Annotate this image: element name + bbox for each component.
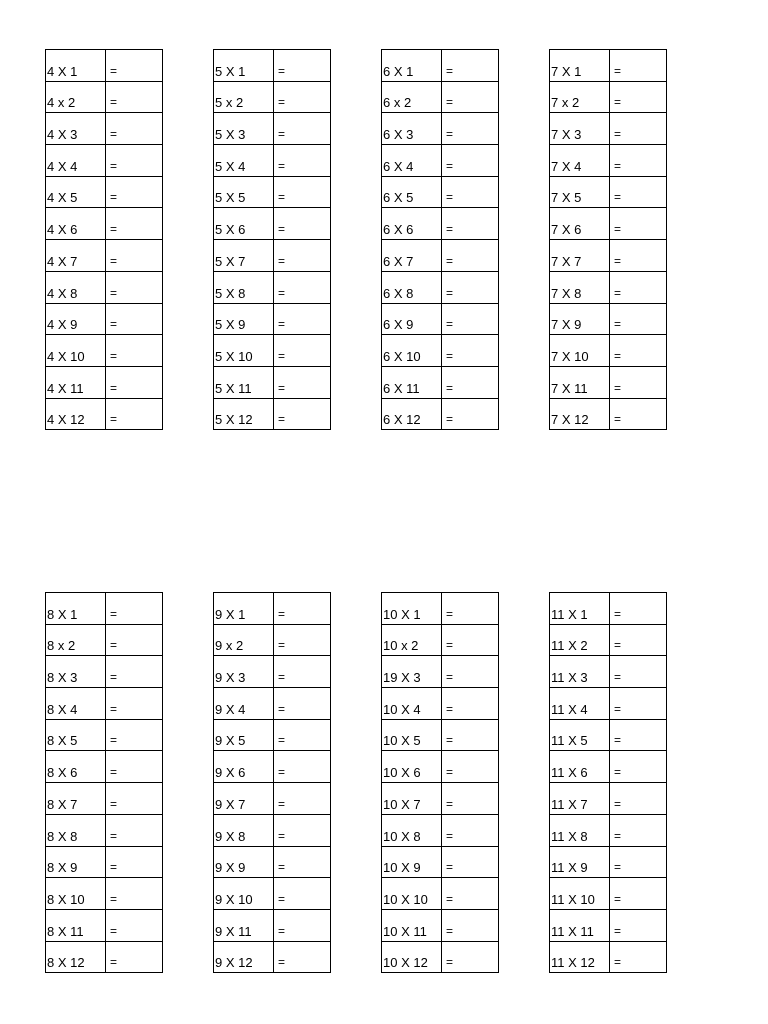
problem-cell: 10 X 12 bbox=[382, 941, 442, 973]
answer-cell[interactable]: = bbox=[274, 50, 331, 82]
answer-cell[interactable]: = bbox=[442, 145, 499, 177]
problem-cell: 10 x 2 bbox=[382, 624, 442, 656]
problem-cell: 6 X 5 bbox=[382, 176, 442, 208]
table-row bbox=[214, 941, 331, 973]
answer-cell[interactable]: = bbox=[610, 145, 667, 177]
problem-cell: 8 X 4 bbox=[46, 688, 106, 720]
problem-cell: 9 X 9 bbox=[214, 846, 274, 878]
answer-cell[interactable]: = bbox=[442, 208, 499, 240]
problem-cell: 5 X 12 bbox=[214, 398, 274, 430]
table-row bbox=[550, 783, 667, 815]
table-row bbox=[550, 303, 667, 335]
problem-cell: 11 X 12 bbox=[550, 941, 610, 973]
table-row bbox=[46, 846, 163, 878]
problem-cell: 7 X 8 bbox=[550, 271, 610, 303]
answer-cell[interactable]: = bbox=[106, 145, 163, 177]
answer-cell[interactable]: = bbox=[442, 783, 499, 815]
problem-cell: 4 X 3 bbox=[46, 113, 106, 145]
answer-cell[interactable]: = bbox=[274, 366, 331, 398]
answer-cell[interactable]: = bbox=[442, 240, 499, 272]
table-row bbox=[214, 719, 331, 751]
times-table-8 bbox=[45, 592, 163, 973]
table-row bbox=[550, 624, 667, 656]
table-row bbox=[214, 751, 331, 783]
problem-cell: 6 X 11 bbox=[382, 366, 442, 398]
answer-cell[interactable]: = bbox=[274, 846, 331, 878]
problem-cell: 8 X 6 bbox=[46, 751, 106, 783]
answer-cell[interactable]: = bbox=[106, 656, 163, 688]
table-row bbox=[46, 814, 163, 846]
problem-cell: 9 X 12 bbox=[214, 941, 274, 973]
problem-cell: 6 X 8 bbox=[382, 271, 442, 303]
problem-cell: 11 X 11 bbox=[550, 909, 610, 941]
table-row bbox=[382, 240, 499, 272]
answer-cell[interactable]: = bbox=[106, 335, 163, 367]
answer-cell[interactable]: = bbox=[106, 751, 163, 783]
table-row bbox=[214, 176, 331, 208]
answer-cell[interactable]: = bbox=[106, 909, 163, 941]
problem-cell: 4 X 4 bbox=[46, 145, 106, 177]
answer-cell[interactable]: = bbox=[106, 624, 163, 656]
answer-cell[interactable]: = bbox=[274, 303, 331, 335]
table-row bbox=[550, 688, 667, 720]
problem-cell: 11 X 8 bbox=[550, 814, 610, 846]
table-row bbox=[382, 81, 499, 113]
problem-cell: 5 X 1 bbox=[214, 50, 274, 82]
problem-cell: 6 X 9 bbox=[382, 303, 442, 335]
answer-cell[interactable]: = bbox=[106, 303, 163, 335]
answer-cell[interactable]: = bbox=[274, 176, 331, 208]
answer-cell[interactable]: = bbox=[274, 240, 331, 272]
problem-cell: 10 X 8 bbox=[382, 814, 442, 846]
problem-cell: 5 X 10 bbox=[214, 335, 274, 367]
answer-cell[interactable]: = bbox=[106, 81, 163, 113]
answer-cell[interactable]: = bbox=[610, 398, 667, 430]
table-row bbox=[550, 50, 667, 82]
table-row bbox=[214, 593, 331, 625]
table-row bbox=[214, 81, 331, 113]
answer-cell[interactable]: = bbox=[610, 271, 667, 303]
answer-cell[interactable]: = bbox=[274, 688, 331, 720]
table-row bbox=[46, 719, 163, 751]
problem-cell: 7 X 5 bbox=[550, 176, 610, 208]
table-row bbox=[382, 303, 499, 335]
problem-cell: 9 X 1 bbox=[214, 593, 274, 625]
problem-cell: 9 X 5 bbox=[214, 719, 274, 751]
problem-cell: 8 X 10 bbox=[46, 878, 106, 910]
table-row bbox=[46, 751, 163, 783]
table-row bbox=[550, 335, 667, 367]
table-row bbox=[214, 688, 331, 720]
answer-cell[interactable]: = bbox=[610, 303, 667, 335]
table-row bbox=[382, 878, 499, 910]
problem-cell: 4 X 12 bbox=[46, 398, 106, 430]
table-row bbox=[46, 909, 163, 941]
table-row bbox=[214, 398, 331, 430]
answer-cell[interactable]: = bbox=[274, 909, 331, 941]
table-row bbox=[382, 751, 499, 783]
problem-cell: 6 X 4 bbox=[382, 145, 442, 177]
answer-cell[interactable]: = bbox=[106, 814, 163, 846]
answer-cell[interactable]: = bbox=[442, 941, 499, 973]
answer-cell[interactable]: = bbox=[442, 366, 499, 398]
table-row bbox=[46, 81, 163, 113]
table-row bbox=[382, 113, 499, 145]
answer-cell[interactable]: = bbox=[442, 398, 499, 430]
answer-cell[interactable]: = bbox=[274, 656, 331, 688]
answer-cell[interactable]: = bbox=[274, 145, 331, 177]
problem-cell: 11 X 6 bbox=[550, 751, 610, 783]
problem-cell: 6 X 3 bbox=[382, 113, 442, 145]
problem-cell: 8 X 5 bbox=[46, 719, 106, 751]
table-row bbox=[550, 909, 667, 941]
answer-cell[interactable]: = bbox=[610, 335, 667, 367]
answer-cell[interactable]: = bbox=[274, 593, 331, 625]
answer-cell[interactable]: = bbox=[610, 688, 667, 720]
answer-cell[interactable]: = bbox=[442, 624, 499, 656]
answer-cell[interactable]: = bbox=[610, 113, 667, 145]
answer-cell[interactable]: = bbox=[274, 271, 331, 303]
answer-cell[interactable]: = bbox=[274, 398, 331, 430]
table-row bbox=[382, 909, 499, 941]
problem-cell: 11 X 4 bbox=[550, 688, 610, 720]
problem-cell: 9 X 8 bbox=[214, 814, 274, 846]
problem-cell: 7 X 9 bbox=[550, 303, 610, 335]
problem-cell: 8 X 7 bbox=[46, 783, 106, 815]
problem-cell: 4 X 11 bbox=[46, 366, 106, 398]
problem-cell: 8 X 8 bbox=[46, 814, 106, 846]
answer-cell[interactable]: = bbox=[274, 941, 331, 973]
problem-cell: 4 X 9 bbox=[46, 303, 106, 335]
times-table-5 bbox=[213, 49, 331, 430]
table-row bbox=[214, 50, 331, 82]
problem-cell: 7 X 10 bbox=[550, 335, 610, 367]
answer-cell[interactable]: = bbox=[442, 688, 499, 720]
problem-cell: 11 X 3 bbox=[550, 656, 610, 688]
problem-cell: 8 X 11 bbox=[46, 909, 106, 941]
answer-cell[interactable]: = bbox=[442, 878, 499, 910]
table-row bbox=[214, 814, 331, 846]
problem-cell: 11 X 7 bbox=[550, 783, 610, 815]
table-row bbox=[46, 878, 163, 910]
problem-cell: 5 X 9 bbox=[214, 303, 274, 335]
times-table-9 bbox=[213, 592, 331, 973]
table-row bbox=[550, 814, 667, 846]
problem-cell: 9 X 6 bbox=[214, 751, 274, 783]
problem-cell: 4 X 5 bbox=[46, 176, 106, 208]
table-row bbox=[46, 688, 163, 720]
answer-cell[interactable]: = bbox=[610, 176, 667, 208]
problem-cell: 7 X 12 bbox=[550, 398, 610, 430]
answer-cell[interactable]: = bbox=[610, 240, 667, 272]
table-row bbox=[382, 783, 499, 815]
table-row bbox=[550, 145, 667, 177]
answer-cell[interactable]: = bbox=[274, 878, 331, 910]
problem-cell: 5 x 2 bbox=[214, 81, 274, 113]
table-row bbox=[214, 113, 331, 145]
table-row bbox=[550, 719, 667, 751]
table-row bbox=[382, 398, 499, 430]
answer-cell[interactable]: = bbox=[610, 751, 667, 783]
table-row bbox=[550, 846, 667, 878]
table-row bbox=[46, 366, 163, 398]
table-row bbox=[46, 113, 163, 145]
table-row bbox=[214, 240, 331, 272]
problem-cell: 7 X 7 bbox=[550, 240, 610, 272]
table-row bbox=[382, 656, 499, 688]
table-row bbox=[382, 941, 499, 973]
answer-cell[interactable]: = bbox=[610, 719, 667, 751]
answer-cell[interactable]: = bbox=[610, 846, 667, 878]
answer-cell[interactable]: = bbox=[442, 113, 499, 145]
answer-cell[interactable]: = bbox=[442, 593, 499, 625]
answer-cell[interactable]: = bbox=[274, 751, 331, 783]
times-table-7 bbox=[549, 49, 667, 430]
problem-cell: 9 X 3 bbox=[214, 656, 274, 688]
table-row bbox=[214, 624, 331, 656]
answer-cell[interactable]: = bbox=[274, 335, 331, 367]
problem-cell: 10 X 9 bbox=[382, 846, 442, 878]
answer-cell[interactable]: = bbox=[106, 176, 163, 208]
table-row bbox=[550, 878, 667, 910]
problem-cell: 11 X 2 bbox=[550, 624, 610, 656]
problem-cell: 8 X 12 bbox=[46, 941, 106, 973]
table-row bbox=[46, 783, 163, 815]
table-row bbox=[46, 50, 163, 82]
answer-cell[interactable]: = bbox=[274, 783, 331, 815]
problem-cell: 6 X 7 bbox=[382, 240, 442, 272]
table-row bbox=[550, 81, 667, 113]
answer-cell[interactable]: = bbox=[610, 656, 667, 688]
problem-cell: 7 X 4 bbox=[550, 145, 610, 177]
problem-cell: 10 X 5 bbox=[382, 719, 442, 751]
table-row bbox=[46, 176, 163, 208]
problem-cell: 10 X 10 bbox=[382, 878, 442, 910]
problem-cell: 4 X 8 bbox=[46, 271, 106, 303]
answer-cell[interactable]: = bbox=[106, 366, 163, 398]
answer-cell[interactable]: = bbox=[442, 719, 499, 751]
answer-cell[interactable]: = bbox=[442, 656, 499, 688]
table-row bbox=[214, 208, 331, 240]
table-row bbox=[46, 271, 163, 303]
problem-cell: 7 X 3 bbox=[550, 113, 610, 145]
table-row bbox=[46, 656, 163, 688]
table-row bbox=[46, 593, 163, 625]
table-row bbox=[550, 176, 667, 208]
problem-cell: 6 X 1 bbox=[382, 50, 442, 82]
table-row bbox=[382, 688, 499, 720]
answer-cell[interactable]: = bbox=[442, 909, 499, 941]
answer-cell[interactable]: = bbox=[442, 846, 499, 878]
answer-cell[interactable]: = bbox=[442, 50, 499, 82]
problem-cell: 5 X 4 bbox=[214, 145, 274, 177]
problem-cell: 9 X 4 bbox=[214, 688, 274, 720]
times-table-6 bbox=[381, 49, 499, 430]
problem-cell: 6 X 10 bbox=[382, 335, 442, 367]
problem-cell: 5 X 6 bbox=[214, 208, 274, 240]
table-row bbox=[214, 909, 331, 941]
answer-cell[interactable]: = bbox=[610, 878, 667, 910]
answer-cell[interactable]: = bbox=[274, 814, 331, 846]
answer-cell[interactable]: = bbox=[106, 208, 163, 240]
table-row bbox=[550, 366, 667, 398]
answer-cell[interactable]: = bbox=[106, 846, 163, 878]
answer-cell[interactable]: = bbox=[610, 366, 667, 398]
answer-cell[interactable]: = bbox=[274, 113, 331, 145]
answer-cell[interactable]: = bbox=[610, 208, 667, 240]
table-row bbox=[46, 624, 163, 656]
answer-cell[interactable]: = bbox=[106, 50, 163, 82]
problem-cell: 6 X 12 bbox=[382, 398, 442, 430]
problem-cell: 6 X 6 bbox=[382, 208, 442, 240]
table-row bbox=[550, 751, 667, 783]
table-row bbox=[550, 208, 667, 240]
answer-cell[interactable]: = bbox=[610, 624, 667, 656]
problem-cell: 10 X 7 bbox=[382, 783, 442, 815]
answer-cell[interactable]: = bbox=[274, 208, 331, 240]
table-row bbox=[46, 303, 163, 335]
table-row bbox=[214, 271, 331, 303]
answer-cell[interactable]: = bbox=[106, 593, 163, 625]
table-row bbox=[214, 303, 331, 335]
answer-cell[interactable]: = bbox=[106, 783, 163, 815]
answer-cell[interactable]: = bbox=[442, 303, 499, 335]
problem-cell: 9 X 7 bbox=[214, 783, 274, 815]
problem-cell: 6 x 2 bbox=[382, 81, 442, 113]
answer-cell[interactable]: = bbox=[106, 688, 163, 720]
problem-cell: 10 X 4 bbox=[382, 688, 442, 720]
problem-cell: 5 X 11 bbox=[214, 366, 274, 398]
answer-cell[interactable]: = bbox=[274, 81, 331, 113]
answer-cell[interactable]: = bbox=[106, 271, 163, 303]
problem-cell: 10 X 1 bbox=[382, 593, 442, 625]
problem-cell: 7 X 1 bbox=[550, 50, 610, 82]
problem-cell: 7 X 6 bbox=[550, 208, 610, 240]
answer-cell[interactable]: = bbox=[442, 814, 499, 846]
problem-cell: 8 X 9 bbox=[46, 846, 106, 878]
times-table-10 bbox=[381, 592, 499, 973]
problem-cell: 9 x 2 bbox=[214, 624, 274, 656]
answer-cell[interactable]: = bbox=[610, 593, 667, 625]
problem-cell: 10 X 11 bbox=[382, 909, 442, 941]
table-row bbox=[550, 656, 667, 688]
problem-cell: 11 X 9 bbox=[550, 846, 610, 878]
problem-cell: 4 X 6 bbox=[46, 208, 106, 240]
table-row bbox=[382, 719, 499, 751]
table-row bbox=[214, 335, 331, 367]
answer-cell[interactable]: = bbox=[106, 113, 163, 145]
answer-cell[interactable]: = bbox=[106, 719, 163, 751]
table-row bbox=[214, 846, 331, 878]
table-row bbox=[382, 593, 499, 625]
problem-cell: 8 X 3 bbox=[46, 656, 106, 688]
table-row bbox=[214, 366, 331, 398]
answer-cell[interactable]: = bbox=[610, 909, 667, 941]
answer-cell[interactable]: = bbox=[442, 81, 499, 113]
answer-cell[interactable]: = bbox=[610, 941, 667, 973]
problem-cell: 10 X 6 bbox=[382, 751, 442, 783]
table-row bbox=[382, 176, 499, 208]
table-row bbox=[214, 145, 331, 177]
table-row bbox=[46, 335, 163, 367]
table-row bbox=[550, 271, 667, 303]
problem-cell: 9 X 10 bbox=[214, 878, 274, 910]
table-row bbox=[382, 145, 499, 177]
table-row bbox=[214, 783, 331, 815]
table-row bbox=[550, 398, 667, 430]
table-row bbox=[46, 941, 163, 973]
answer-cell[interactable]: = bbox=[106, 878, 163, 910]
answer-cell[interactable]: = bbox=[106, 941, 163, 973]
problem-cell: 7 X 11 bbox=[550, 366, 610, 398]
problem-cell: 7 x 2 bbox=[550, 81, 610, 113]
problem-cell: 5 X 5 bbox=[214, 176, 274, 208]
answer-cell[interactable]: = bbox=[610, 81, 667, 113]
table-row bbox=[382, 814, 499, 846]
problem-cell: 5 X 8 bbox=[214, 271, 274, 303]
answer-cell[interactable]: = bbox=[106, 240, 163, 272]
problem-cell: 4 X 7 bbox=[46, 240, 106, 272]
table-row bbox=[382, 208, 499, 240]
times-table-11 bbox=[549, 592, 667, 973]
table-row bbox=[214, 878, 331, 910]
table-row bbox=[46, 145, 163, 177]
table-row bbox=[550, 240, 667, 272]
table-row bbox=[382, 624, 499, 656]
table-row bbox=[550, 593, 667, 625]
answer-cell[interactable]: = bbox=[442, 751, 499, 783]
table-row bbox=[382, 271, 499, 303]
answer-cell[interactable]: = bbox=[610, 814, 667, 846]
answer-cell[interactable]: = bbox=[442, 335, 499, 367]
problem-cell: 5 X 3 bbox=[214, 113, 274, 145]
table-row bbox=[382, 50, 499, 82]
answer-cell[interactable]: = bbox=[442, 271, 499, 303]
answer-cell[interactable]: = bbox=[106, 398, 163, 430]
times-table-4 bbox=[45, 49, 163, 430]
problem-cell: 11 X 1 bbox=[550, 593, 610, 625]
table-row bbox=[550, 941, 667, 973]
problem-cell: 8 x 2 bbox=[46, 624, 106, 656]
table-row bbox=[214, 656, 331, 688]
table-row bbox=[550, 113, 667, 145]
problem-cell: 11 X 10 bbox=[550, 878, 610, 910]
problem-cell: 4 X 1 bbox=[46, 50, 106, 82]
table-row bbox=[382, 366, 499, 398]
answer-cell[interactable]: = bbox=[442, 176, 499, 208]
answer-cell[interactable]: = bbox=[610, 783, 667, 815]
answer-cell[interactable]: = bbox=[274, 624, 331, 656]
problem-cell: 11 X 5 bbox=[550, 719, 610, 751]
table-row bbox=[46, 398, 163, 430]
answer-cell[interactable]: = bbox=[610, 50, 667, 82]
problem-cell: 4 x 2 bbox=[46, 81, 106, 113]
table-row bbox=[382, 846, 499, 878]
problem-cell: 8 X 1 bbox=[46, 593, 106, 625]
problem-cell: 19 X 3 bbox=[382, 656, 442, 688]
table-row bbox=[46, 208, 163, 240]
problem-cell: 4 X 10 bbox=[46, 335, 106, 367]
answer-cell[interactable]: = bbox=[274, 719, 331, 751]
problem-cell: 9 X 11 bbox=[214, 909, 274, 941]
table-row bbox=[382, 335, 499, 367]
table-row bbox=[46, 240, 163, 272]
problem-cell: 5 X 7 bbox=[214, 240, 274, 272]
